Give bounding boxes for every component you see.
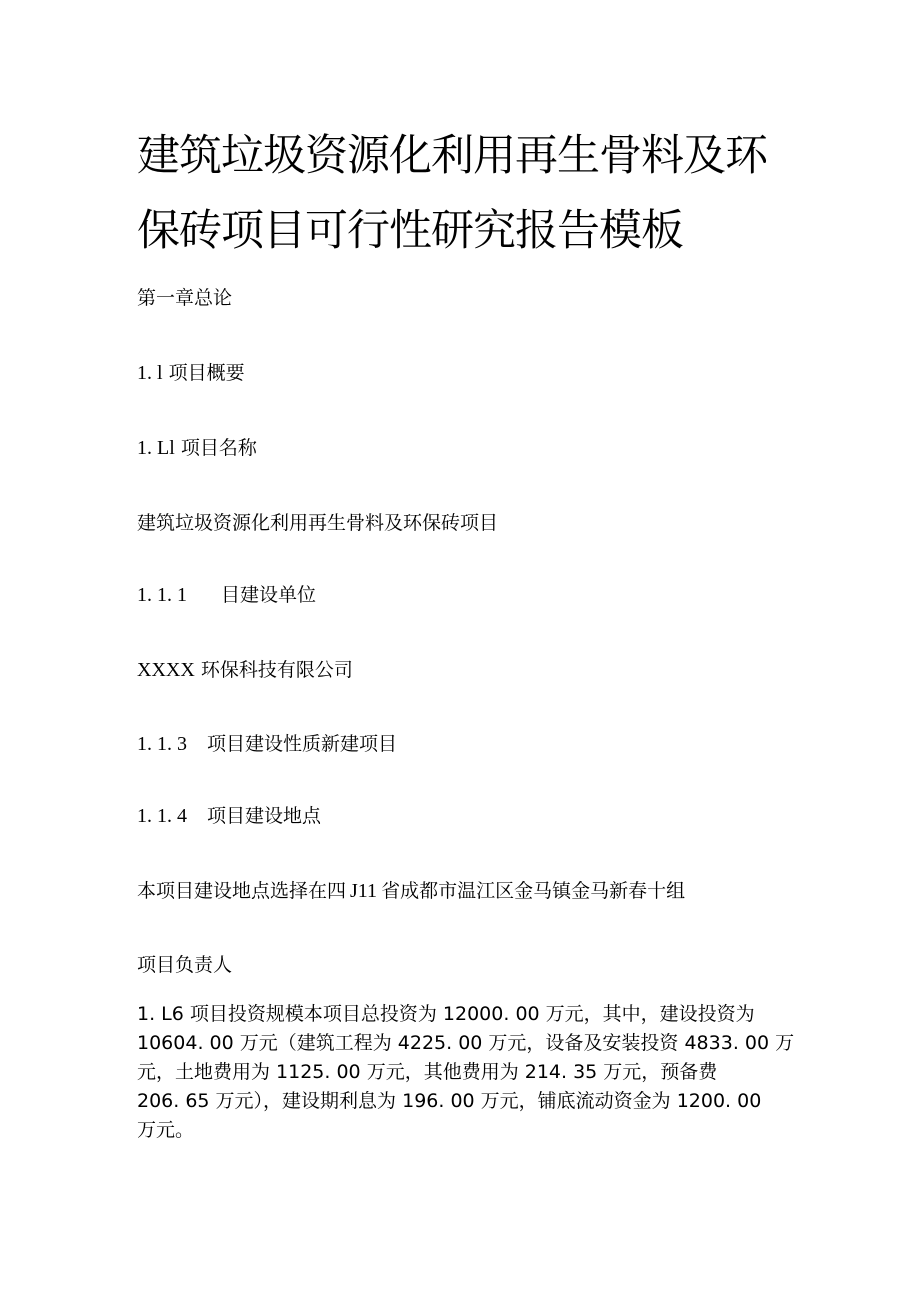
section-title: 项目建设性质新建项目 [207,733,398,755]
company-name-text [137,657,353,683]
section-1-1-1-heading [137,435,257,461]
location-part-3: 省成都市温江区金马镇金马新春十组 [381,880,686,902]
section-title: 项目建设地点 [207,805,322,827]
location-part-1: 本项目建设地点选择在四 [137,880,347,902]
location-text [137,878,685,904]
section-title: 目建设单位 [221,584,317,606]
paragraph-line: 10604. 00 万元（建筑工程为 4225. 00 万元，设备及安装投资 4833. 00 万 [137,1032,795,1054]
section-number: 1. 1. 1 [137,584,187,606]
section-1-1-4-heading [137,803,321,829]
section-number: 1. l [137,362,163,384]
section-number: 1. Ll [137,437,175,459]
paragraph-line: 206. 65 万元），建设期利息为 196. 00 万元，铺底流动资金为 1200. 00 [137,1090,762,1112]
paragraph-line: 1. L6 项目投资规模本项目总投资为 12000. 00 万元，其中，建设投资为 [137,1003,755,1025]
section-title: 项目概要 [168,362,245,384]
section-1-1-3-heading [137,731,397,757]
paragraph-line: 元，土地费用为 1125. 00 万元，其他费用为 214. 35 万元，预备费 [137,1061,718,1083]
section-construction-unit-heading [137,582,316,608]
section-1-1-heading [137,360,245,386]
location-part-2: J11 [350,880,378,902]
section-number: 1. 1. 4 [137,805,187,827]
document-title-line-2: 保砖项目可行性研究报告模板 [137,206,683,256]
project-name-text: 建筑垃圾资源化利用再生骨料及环保砖项目 [137,512,499,534]
section-title: 项目名称 [180,437,257,459]
company-suffix: 环保科技有限公司 [200,659,353,681]
investment-paragraph [137,1000,797,1145]
responsible-person-label: 项目负责人 [137,954,233,976]
section-number: 1. 1. 3 [137,733,187,755]
paragraph-line: 万元。 [137,1119,195,1141]
chapter-heading: 第一章总论 [137,287,233,309]
document-title-line-1: 建筑垃圾资源化利用再生骨料及环 [137,131,767,181]
company-placeholder: XXXX [137,659,195,681]
